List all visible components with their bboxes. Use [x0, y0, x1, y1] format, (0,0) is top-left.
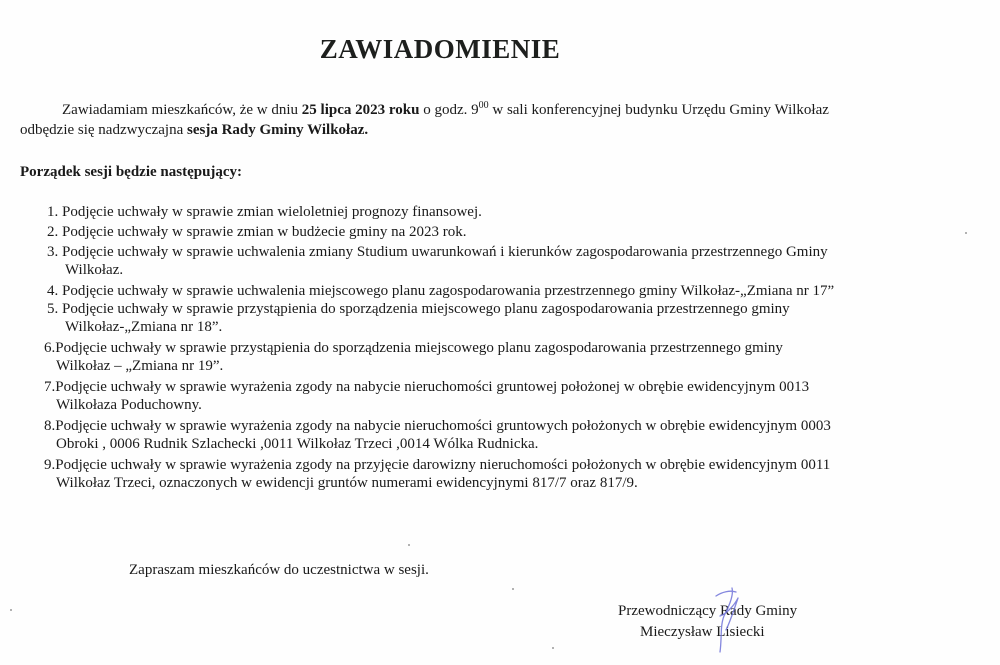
- intro-text-4: odbędzie się nadzwyczajna: [20, 122, 187, 138]
- scan-speck: [408, 544, 410, 546]
- signatory-role: Przewodniczący Rady Gminy: [618, 603, 798, 619]
- agenda-item-number: 9.: [44, 457, 56, 473]
- intro-line-2: [20, 120, 995, 140]
- agenda-item-number: 7.: [44, 379, 56, 395]
- agenda-list: [44, 203, 992, 495]
- agenda-item-number: 4.: [47, 283, 62, 299]
- agenda-heading: Porządek sesji będzie następujący:: [20, 164, 243, 180]
- intro-paragraph: [20, 100, 995, 140]
- intro-text-2: o godz. 9: [419, 102, 479, 118]
- intro-text-3: w sali konferencyjnej budynku Urzędu Gminy Wilkołaz: [488, 102, 829, 118]
- agenda-item-5: [47, 300, 992, 336]
- agenda-item-text: Podjęcie uchwały w sprawie zmian w budżecie gminy na 2023 rok.: [62, 224, 467, 240]
- agenda-item-1: [47, 203, 992, 221]
- signatory-name: Mieczysław Lisiecki: [640, 624, 765, 640]
- agenda-item-number: 1.: [47, 204, 62, 220]
- agenda-item-text: Podjęcie uchwały w sprawie zmian wieloletniej prognozy finansowej.: [62, 204, 482, 220]
- intro-text-1: Zawiadamiam mieszkańców, że w dniu: [62, 102, 302, 118]
- session-name: sesja Rady Gminy Wilkołaz.: [187, 122, 369, 138]
- scan-speck: [10, 609, 12, 611]
- session-date: 25 lipca 2023 roku: [301, 102, 420, 118]
- agenda-item-number: 5.: [47, 301, 62, 317]
- agenda-item-continuation: Wilkołaz-„Zmiana nr 18”.: [65, 319, 223, 335]
- invitation-text: Zapraszam mieszkańców do uczestnictwa w sesji.: [129, 562, 429, 578]
- document-title: ZAWIADOMIENIE: [319, 34, 561, 64]
- agenda-item-continuation: Wilkołaza Poduchowny.: [56, 397, 202, 413]
- scan-speck: [965, 232, 967, 234]
- agenda-item-number: 2.: [47, 224, 62, 240]
- handwritten-signature-icon: [708, 586, 748, 661]
- scan-speck: [512, 588, 514, 590]
- agenda-item-4: [47, 282, 992, 300]
- intro-line-1: [20, 100, 995, 120]
- agenda-item-text: Podjęcie uchwały w sprawie uchwalenia miejscowego planu zagospodarowania przestrzennego gminy Wilkołaz-„Zmiana nr 17”: [62, 283, 835, 299]
- agenda-item-number: 8.: [44, 418, 56, 434]
- agenda-item-text: Podjęcie uchwały w sprawie wyrażenia zgody na przyjęcie darowizny nieruchomości położonych w obrębie ewidencyjnym 0011: [55, 457, 831, 473]
- agenda-item-continuation: Wilkołaz – „Zmiana nr 19”.: [56, 358, 224, 374]
- agenda-item-continuation: Obroki , 0006 Rudnik Szlachecki ,0011 Wilkołaz Trzeci ,0014 Wólka Rudnicka.: [56, 436, 539, 452]
- session-time-minutes: 00: [478, 100, 489, 111]
- agenda-item-text: Podjęcie uchwały w sprawie przystąpienia do sporządzenia miejscowego planu zagospodarowania przestrzennego gminy: [55, 340, 783, 356]
- agenda-item-text: Podjęcie uchwały w sprawie wyrażenia zgody na nabycie nieruchomości gruntowych położonych w obrębie ewidencyjnym 0003: [55, 418, 831, 434]
- agenda-item-number: 6.: [44, 340, 56, 356]
- agenda-item-continuation: Wilkołaz Trzeci, oznaczonych w ewidencji gruntów numerami ewidencyjnymi 817/7 oraz 817/9.: [56, 475, 638, 491]
- agenda-item-continuation: Wilkołaz.: [65, 262, 124, 278]
- agenda-item-text: Podjęcie uchwały w sprawie wyrażenia zgody na nabycie nieruchomości gruntowej położonej w obrębie ewidencyjnym 0013: [55, 379, 810, 395]
- agenda-item-6: [44, 339, 992, 375]
- agenda-item-8: [44, 417, 992, 453]
- agenda-item-9: [44, 456, 992, 492]
- agenda-item-7: [44, 378, 992, 414]
- agenda-item-2: [47, 223, 992, 241]
- agenda-item-text: Podjęcie uchwały w sprawie przystąpienia do sporządzenia miejscowego planu zagospodarowania przestrzennego gminy: [62, 301, 790, 317]
- scan-speck: [552, 647, 554, 649]
- agenda-item-number: 3.: [47, 244, 62, 260]
- agenda-item-3: [47, 243, 992, 279]
- agenda-item-text: Podjęcie uchwały w sprawie uchwalenia zmiany Studium uwarunkowań i kierunków zagospodarowania przestrzennego Gminy: [62, 244, 828, 260]
